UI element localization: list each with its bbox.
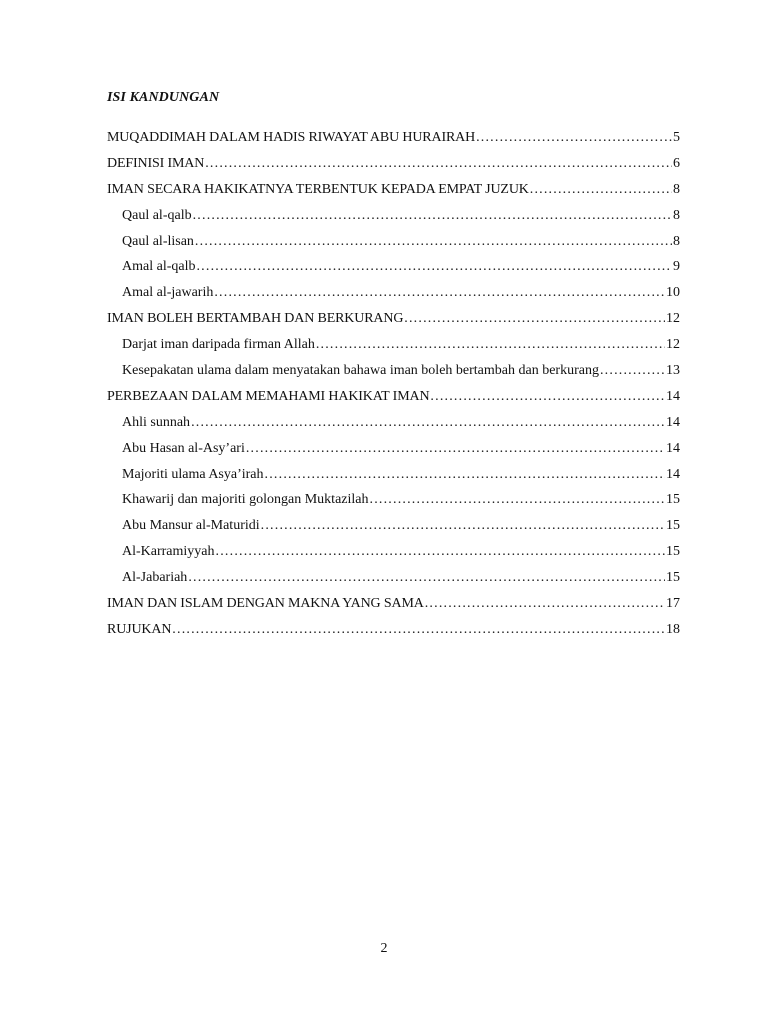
toc-entry[interactable] bbox=[107, 308, 680, 334]
toc-entry-title: Al-Karramiyyah bbox=[122, 544, 215, 560]
toc-entry-leader bbox=[214, 282, 665, 304]
toc-entry[interactable] bbox=[107, 515, 680, 541]
toc-entry[interactable] bbox=[107, 127, 680, 153]
toc-entry[interactable] bbox=[107, 360, 680, 386]
toc-entry-title: Al-Jabariah bbox=[122, 570, 188, 586]
toc-entry-title: Qaul al-qalb bbox=[122, 207, 192, 223]
toc-entry[interactable] bbox=[107, 205, 680, 231]
toc-entry[interactable] bbox=[107, 231, 680, 257]
toc-entry-page: 14 bbox=[666, 414, 680, 430]
toc-entry-leader bbox=[476, 127, 672, 149]
toc-entry-leader bbox=[265, 464, 665, 486]
toc-entry-page: 13 bbox=[666, 363, 680, 379]
toc-entry-page: 17 bbox=[666, 596, 680, 612]
toc-entry-page: 15 bbox=[666, 544, 680, 560]
toc-entry-leader bbox=[196, 256, 672, 278]
toc-entry-leader bbox=[316, 334, 665, 356]
toc-entry-leader bbox=[530, 179, 672, 201]
toc-entry-leader bbox=[193, 205, 672, 227]
toc-entry-page: 8 bbox=[673, 207, 680, 223]
toc-entry-page: 8 bbox=[673, 233, 680, 249]
toc-entry-leader bbox=[195, 231, 672, 253]
toc-entry-title: DEFINISI IMAN bbox=[107, 155, 205, 171]
toc-entry[interactable] bbox=[107, 464, 680, 490]
toc-entry-title: IMAN BOLEH BERTAMBAH DAN BERKURANG bbox=[107, 311, 404, 327]
toc-entry-title: PERBEZAAN DALAM MEMAHAMI HAKIKAT IMAN bbox=[107, 388, 430, 404]
toc-entry-page: 15 bbox=[666, 518, 680, 534]
toc-entry[interactable] bbox=[107, 619, 680, 645]
toc-entry[interactable] bbox=[107, 412, 680, 438]
toc-entry-leader bbox=[205, 153, 672, 175]
toc-entry[interactable] bbox=[107, 541, 680, 567]
toc-entry-page: 5 bbox=[673, 130, 680, 145]
toc-entry-title: Qaul al-lisan bbox=[122, 233, 194, 249]
toc-entry-title: RUJUKAN bbox=[107, 621, 172, 637]
toc-entry-leader bbox=[600, 360, 665, 382]
toc-entry-title: Kesepakatan ulama dalam menyatakan bahawa iman boleh bertambah dan berkurang bbox=[122, 363, 599, 379]
toc-entry[interactable] bbox=[107, 282, 680, 308]
toc-entry[interactable] bbox=[107, 386, 680, 412]
toc-entry-page: 10 bbox=[666, 285, 680, 301]
page-number: 2 bbox=[380, 941, 388, 956]
toc-entry-page: 14 bbox=[666, 466, 680, 482]
toc-entry-page: 15 bbox=[666, 492, 680, 508]
toc-entry-leader bbox=[261, 515, 665, 537]
toc-entry-page: 18 bbox=[666, 621, 680, 637]
toc-entry-page: 9 bbox=[673, 259, 680, 275]
toc-entry-leader bbox=[370, 489, 666, 511]
toc-entry-leader bbox=[172, 619, 665, 641]
toc-entry[interactable] bbox=[107, 489, 680, 515]
toc-entry[interactable] bbox=[107, 438, 680, 464]
toc-entry-leader bbox=[425, 593, 665, 615]
toc-entry-page: 12 bbox=[666, 337, 680, 353]
toc-entry-title: Khawarij dan majoriti golongan Muktazilah bbox=[122, 492, 369, 508]
table-of-contents bbox=[107, 127, 680, 645]
toc-entry-title: IMAN DAN ISLAM DENGAN MAKNA YANG SAMA bbox=[107, 596, 424, 612]
toc-entry[interactable] bbox=[107, 334, 680, 360]
toc-entry[interactable] bbox=[107, 256, 680, 282]
toc-entry-title: Abu Mansur al-Maturidi bbox=[122, 518, 260, 534]
toc-entry-page: 15 bbox=[666, 570, 680, 586]
toc-heading: ISI KANDUNGAN bbox=[107, 90, 220, 105]
toc-entry-title: Amal al-jawarih bbox=[122, 285, 214, 301]
toc-entry[interactable] bbox=[107, 179, 680, 205]
toc-entry-leader bbox=[430, 386, 665, 408]
toc-entry-page: 12 bbox=[666, 311, 680, 327]
toc-entry-title: Ahli sunnah bbox=[122, 414, 191, 430]
toc-entry[interactable] bbox=[107, 567, 680, 593]
toc-entry-title: Darjat iman daripada firman Allah bbox=[122, 337, 315, 353]
toc-entry-title: IMAN SECARA HAKIKATNYA TERBENTUK KEPADA EMPAT JUZUK bbox=[107, 181, 529, 197]
toc-entry-page: 6 bbox=[673, 155, 680, 171]
toc-entry-leader bbox=[404, 308, 665, 330]
toc-entry-leader bbox=[191, 412, 665, 434]
toc-entry[interactable] bbox=[107, 153, 680, 179]
toc-entry-page: 14 bbox=[666, 440, 680, 456]
toc-entry-title: Majoriti ulama Asya’irah bbox=[122, 466, 264, 482]
toc-entry[interactable] bbox=[107, 593, 680, 619]
toc-entry-leader bbox=[188, 567, 665, 589]
toc-entry-leader bbox=[246, 438, 665, 460]
toc-entry-leader bbox=[216, 541, 665, 563]
toc-entry-title: Abu Hasan al-Asy’ari bbox=[122, 440, 245, 456]
toc-entry-title: Amal al-qalb bbox=[122, 259, 196, 275]
toc-entry-page: 14 bbox=[666, 388, 680, 404]
toc-entry-page: 8 bbox=[673, 181, 680, 197]
toc-entry-title: MUQADDIMAH DALAM HADIS RIWAYAT ABU HURAIRAH bbox=[107, 130, 476, 145]
